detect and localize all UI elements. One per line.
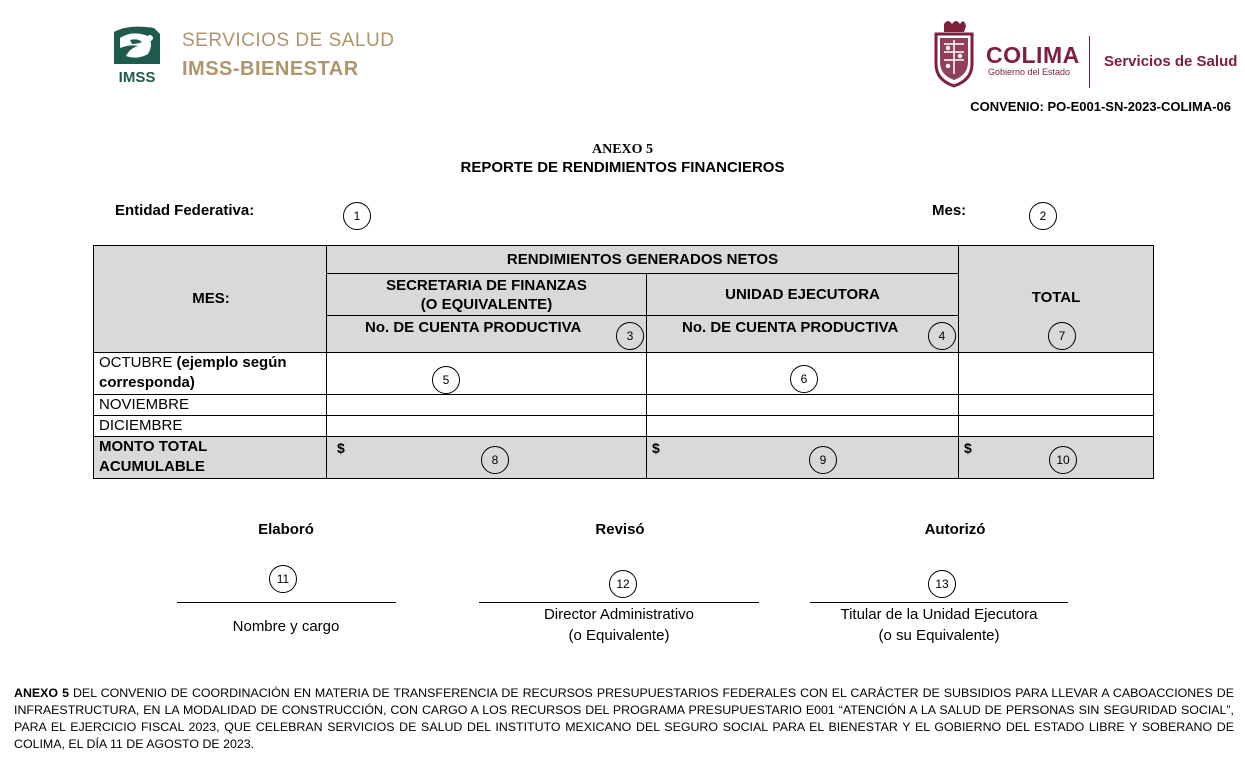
svg-text:IMSS: IMSS — [118, 69, 156, 86]
sig-reviso-line — [479, 602, 759, 603]
cuenta-finanzas-cell — [326, 315, 647, 353]
footer-lead: ANEXO 5 — [14, 686, 69, 700]
entidad-federativa-label: Entidad Federativa: — [115, 202, 255, 219]
colima-subtitle: Gobierno del Estado — [988, 67, 1071, 77]
table-row — [93, 415, 327, 437]
cuenta-finanzas-label: No. DE CUENTA PRODUCTIVA — [365, 319, 582, 336]
anexo-title: ANEXO 5 — [591, 142, 654, 157]
unidad-ejecutora-cell — [646, 273, 959, 316]
marker-reviso: 12 — [609, 570, 637, 598]
marker-cuenta-ejecutora: 4 — [928, 322, 956, 350]
rendimientos-table — [93, 245, 1154, 479]
marker-total-ejecutora: 9 — [809, 446, 837, 474]
sig-elaboro-name — [176, 616, 396, 637]
table-cell — [958, 415, 1154, 437]
sig-reviso-line1: Director Administrativo — [543, 606, 695, 623]
marker-total: 7 — [1048, 322, 1076, 350]
cuenta-ejecutora-cell — [646, 315, 959, 353]
table-cell — [646, 394, 959, 416]
marker-entidad: 1 — [343, 202, 371, 230]
table-cell — [646, 415, 959, 437]
footer-text: DEL CONVENIO DE COORDINACIÓN EN MATERIA DE TRANSFERENCIA DE RECURSOS PRESUPUESTARIOS FEDERALES CON EL CARÁCTER DE SUBSIDIOS PARA LLEVAR A CABOACCIONES DE INFRAESTRUCTURA, EN LA MODALIDAD DE CONSTRUCCIÓN, CON CARGO A LOS RECURSOS DEL PROGRAMA PRESUPUESTARIO E001 “ATENCIÓN A LA SALUD DE PERSONAS SIN SEGURIDAD SOCIAL”, PARA EL EJERCICIO FISCAL 2023, QUE CELEBRAN SERVICIOS DE SALUD DEL INSTITUTO MEXICANO DEL SEGURO SOCIAL PARA EL BIENESTAR Y EL GOBIERNO DEL ESTADO LIBRE Y SOBERANO DE COLIMA, EL DÍA 11 DE AGOSTO DE 2023. — [14, 686, 1234, 751]
mes-label: Mes: — [932, 202, 967, 219]
total-ejecutora-cell — [646, 436, 959, 479]
sig-reviso-name — [479, 604, 759, 646]
colima-services-label: Servicios de Salud — [1104, 53, 1238, 70]
marker-total-finanzas: 8 — [481, 446, 509, 474]
sig-autorizo-heading: Autorizó — [924, 521, 986, 538]
table-cell — [958, 352, 1154, 395]
sig-elaboro-line1: Nombre y cargo — [232, 618, 340, 635]
group-header-label: RENDIMIENTOS GENERADOS NETOS — [506, 251, 779, 268]
group-header-cell — [326, 245, 959, 274]
sec-finanzas-line2: (O EQUIVALENTE) — [420, 296, 553, 313]
currency-symbol: $ — [652, 440, 660, 456]
sig-reviso-line2: (o Equivalente) — [568, 627, 670, 644]
cuenta-ejecutora-label: No. DE CUENTA PRODUCTIVA — [682, 319, 899, 336]
table-cell — [326, 394, 647, 416]
total-row-label — [99, 437, 207, 477]
header-mes-cell — [93, 245, 327, 353]
sig-autorizo-line1: Titular de la Unidad Ejecutora — [840, 606, 1038, 623]
row-month: OCTUBRE — [99, 354, 173, 371]
imss-eagle-logo — [108, 24, 166, 86]
marker-elaboro: 11 — [269, 565, 297, 593]
header-total-label: TOTAL — [1031, 289, 1081, 306]
marker-autorizo: 13 — [928, 570, 956, 598]
table-row — [93, 352, 327, 395]
sig-autorizo-line2: (o su Equivalente) — [878, 627, 1000, 644]
convenio-number: CONVENIO: PO-E001-SN-2023-COLIMA-06 — [970, 99, 1231, 114]
sig-elaboro-line — [177, 602, 396, 603]
currency-symbol: $ — [337, 440, 345, 456]
sec-finanzas-label — [327, 276, 646, 314]
table-row — [93, 394, 327, 416]
marker-total-total: 10 — [1049, 446, 1077, 474]
table-cell — [326, 415, 647, 437]
sig-reviso-heading: Revisó — [595, 521, 645, 538]
total-row-line1: MONTO TOTAL — [99, 438, 208, 455]
footer-legend — [14, 685, 1234, 753]
header-divider — [1089, 36, 1090, 88]
report-title: REPORTE DE RENDIMIENTOS FINANCIEROS — [460, 159, 785, 176]
imss-bienestar-label: IMSS-BIENESTAR — [182, 58, 359, 80]
sec-finanzas-cell — [326, 273, 647, 316]
row-month-cell — [99, 353, 287, 393]
table-cell — [958, 394, 1154, 416]
total-row — [93, 436, 327, 479]
marker-cuenta-finanzas: 3 — [616, 322, 644, 350]
colima-wordmark: COLIMA — [986, 42, 1080, 68]
sig-autorizo-line — [810, 602, 1068, 603]
sec-finanzas-line1: SECRETARIA DE FINANZAS — [386, 277, 587, 294]
marker-octubre-finanzas: 5 — [432, 366, 460, 394]
row-note: (ejemplo según — [172, 354, 287, 371]
row-note: corresponda) — [99, 374, 195, 391]
row-month: NOVIEMBRE — [99, 396, 190, 413]
table-cell — [326, 352, 647, 395]
marker-octubre-ejecutora: 6 — [790, 365, 818, 393]
currency-symbol: $ — [964, 440, 972, 456]
header-mes-label: MES: — [192, 290, 230, 307]
colima-coat-of-arms-icon — [930, 18, 978, 88]
imss-services-label: SERVICIOS DE SALUD — [182, 30, 395, 51]
sig-autorizo-name — [800, 604, 1078, 646]
row-month: DICIEMBRE — [99, 417, 183, 434]
unidad-ejecutora-label: UNIDAD EJECUTORA — [725, 286, 880, 303]
marker-mes: 2 — [1029, 202, 1057, 230]
sig-elaboro-heading: Elaboró — [258, 521, 314, 538]
total-row-line2: ACUMULABLE — [99, 458, 205, 475]
imss-bienestar-wordmark — [182, 30, 394, 81]
